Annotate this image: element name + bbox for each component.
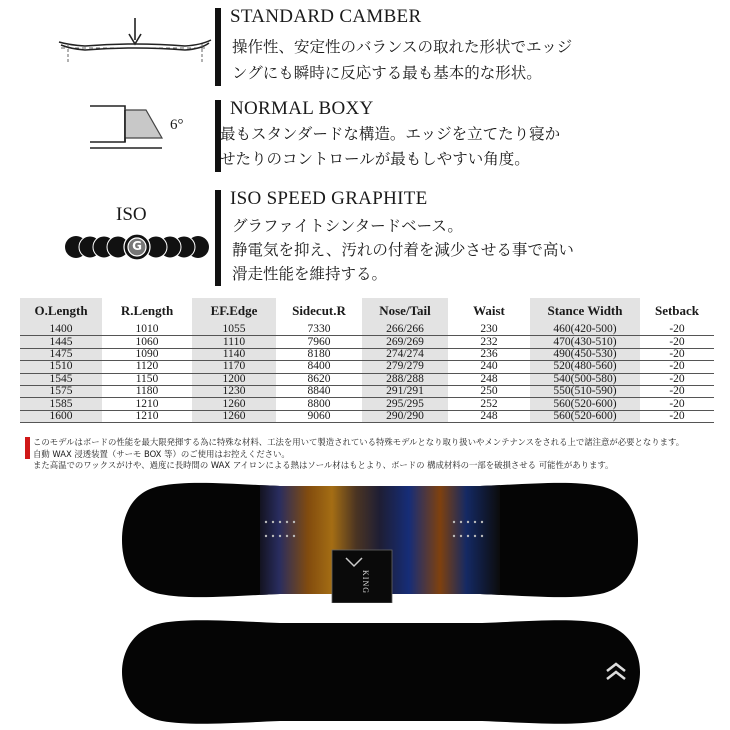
table-row — [20, 336, 714, 348]
cell: -20 — [640, 361, 714, 373]
feature-bar-graphite — [215, 190, 221, 286]
boxy-edge-diagram — [88, 100, 168, 156]
cell: 1090 — [102, 348, 192, 360]
spec-header-row — [20, 298, 714, 324]
cell: 1260 — [192, 410, 276, 422]
header-r-length: R.Length — [120, 303, 174, 318]
cell: 295/295 — [362, 398, 448, 410]
feature-desc-camber-line2: ングにも瞬時に反応する最も基本的な形状。 — [232, 64, 542, 82]
header-o-length: O.Length — [20, 298, 102, 324]
cell: 1110 — [192, 336, 276, 348]
header-setback: Setback — [654, 303, 700, 318]
cell: -20 — [640, 348, 714, 360]
cell: 8840 — [276, 385, 362, 397]
cell: 230 — [448, 324, 530, 336]
note-line-1: このモデルはボードの性能を最大限発揮する為に特殊な材料、工法を用いて製造されている特殊モデルとなり取り扱いやメンテナンスをされる上で諸注意が必要となります。 — [33, 437, 685, 447]
cell: 8400 — [276, 361, 362, 373]
cell: 1140 — [192, 348, 276, 360]
cell: 1170 — [192, 361, 276, 373]
cell: 1260 — [192, 398, 276, 410]
note-line-3: また高温でのワックスがけや、過度に長時間の WAX アイロンによる熱はソール材はもとより、ボードの 構成材料の一部を破損させる 可能性があります。 — [33, 460, 614, 470]
cell: -20 — [640, 410, 714, 422]
table-row — [20, 361, 714, 373]
cell: 248 — [448, 410, 530, 422]
iso-label: ISO — [116, 204, 147, 225]
cell: 269/269 — [362, 336, 448, 348]
spec-table — [20, 298, 714, 423]
care-notes — [33, 437, 684, 472]
feature-desc-boxy-line2: せたりのコントロールが最もしやすい角度。 — [220, 150, 530, 168]
graphite-badge-letter: G — [132, 239, 142, 253]
cell: 8800 — [276, 398, 362, 410]
cell: 1060 — [102, 336, 192, 348]
cell: 1200 — [192, 373, 276, 385]
camber-diagram — [55, 12, 215, 74]
cell: 250 — [448, 385, 530, 397]
cell: 1510 — [20, 361, 102, 373]
feature-desc-graphite-line3: 滑走性能を維持する。 — [232, 265, 388, 283]
cell: 490(450-530) — [530, 348, 640, 360]
cell: 540(500-580) — [530, 373, 640, 385]
cell: 1210 — [102, 410, 192, 422]
header-nose-tail: Nose/Tail — [362, 298, 448, 324]
cell: 232 — [448, 336, 530, 348]
feature-title-camber: STANDARD CAMBER — [230, 6, 422, 27]
cell: 248 — [448, 373, 530, 385]
board-model-text: KING — [361, 570, 370, 594]
cell: 240 — [448, 361, 530, 373]
table-row — [20, 385, 714, 397]
cell: 9060 — [276, 410, 362, 422]
board-base-graphic — [120, 617, 642, 727]
cell: 266/266 — [362, 324, 448, 336]
cell: 236 — [448, 348, 530, 360]
cell: 291/291 — [362, 385, 448, 397]
cell: 274/274 — [362, 348, 448, 360]
cell: 1150 — [102, 373, 192, 385]
feature-title-boxy: NORMAL BOXY — [230, 98, 374, 119]
table-row — [20, 398, 714, 410]
cell: 460(420-500) — [530, 324, 640, 336]
header-waist: Waist — [473, 303, 505, 318]
cell: 1545 — [20, 373, 102, 385]
cell: 1055 — [192, 324, 276, 336]
header-stance-width: Stance Width — [530, 298, 640, 324]
cell: 1120 — [102, 361, 192, 373]
cell: 470(430-510) — [530, 336, 640, 348]
cell: -20 — [640, 385, 714, 397]
boxy-angle-label: 6° — [170, 117, 184, 133]
sidewall-bevel — [125, 110, 162, 138]
board-base-shape — [122, 620, 640, 723]
feature-desc-camber-line1: 操作性、安定性のバランスの取れた形状でエッジ — [232, 38, 573, 56]
cell: 1010 — [102, 324, 192, 336]
cell: 550(510-590) — [530, 385, 640, 397]
cell: -20 — [640, 373, 714, 385]
cell: 8620 — [276, 373, 362, 385]
cell: 290/290 — [362, 410, 448, 422]
table-row — [20, 324, 714, 336]
cell: 1400 — [20, 324, 102, 336]
cell: 252 — [448, 398, 530, 410]
cell: 560(520-600) — [530, 398, 640, 410]
cell: 1230 — [192, 385, 276, 397]
table-row — [20, 348, 714, 360]
header-sidecut-r: Sidecut.R — [292, 303, 346, 318]
feature-bar-camber — [215, 8, 221, 86]
cell: 1585 — [20, 398, 102, 410]
cell: 8180 — [276, 348, 362, 360]
cell: -20 — [640, 398, 714, 410]
cell: 560(520-600) — [530, 410, 640, 422]
feature-desc-graphite-line1: グラファイトシンタードベース。 — [232, 217, 463, 235]
note-line-2: 自動 WAX 浸透装置（サーモ BOX 等）のご使用はお控えください。 — [33, 448, 290, 459]
table-row — [20, 373, 714, 385]
cell: 1180 — [102, 385, 192, 397]
cell: 1600 — [20, 410, 102, 422]
cell: -20 — [640, 336, 714, 348]
cell: 1210 — [102, 398, 192, 410]
notes-red-marker — [25, 437, 30, 459]
header-ef-edge: EF.Edge — [192, 298, 276, 324]
feature-title-graphite: ISO SPEED GRAPHITE — [230, 188, 428, 209]
cell: 288/288 — [362, 373, 448, 385]
board-top-graphic — [120, 478, 640, 603]
cell: 520(480-560) — [530, 361, 640, 373]
cell: 7330 — [276, 324, 362, 336]
cell: -20 — [640, 324, 714, 336]
cell: 1445 — [20, 336, 102, 348]
cell: 1475 — [20, 348, 102, 360]
feature-desc-boxy-line1: 最もスタンダードな構造。エッジを立てたり寝か — [220, 125, 561, 143]
table-row — [20, 410, 714, 422]
edge-outline — [90, 106, 125, 142]
cell: 7960 — [276, 336, 362, 348]
cell: 279/279 — [362, 361, 448, 373]
cell: 1575 — [20, 385, 102, 397]
feature-desc-graphite-line2: 静電気を抑え、汚れの付着を減少させる事で高い — [232, 241, 574, 259]
